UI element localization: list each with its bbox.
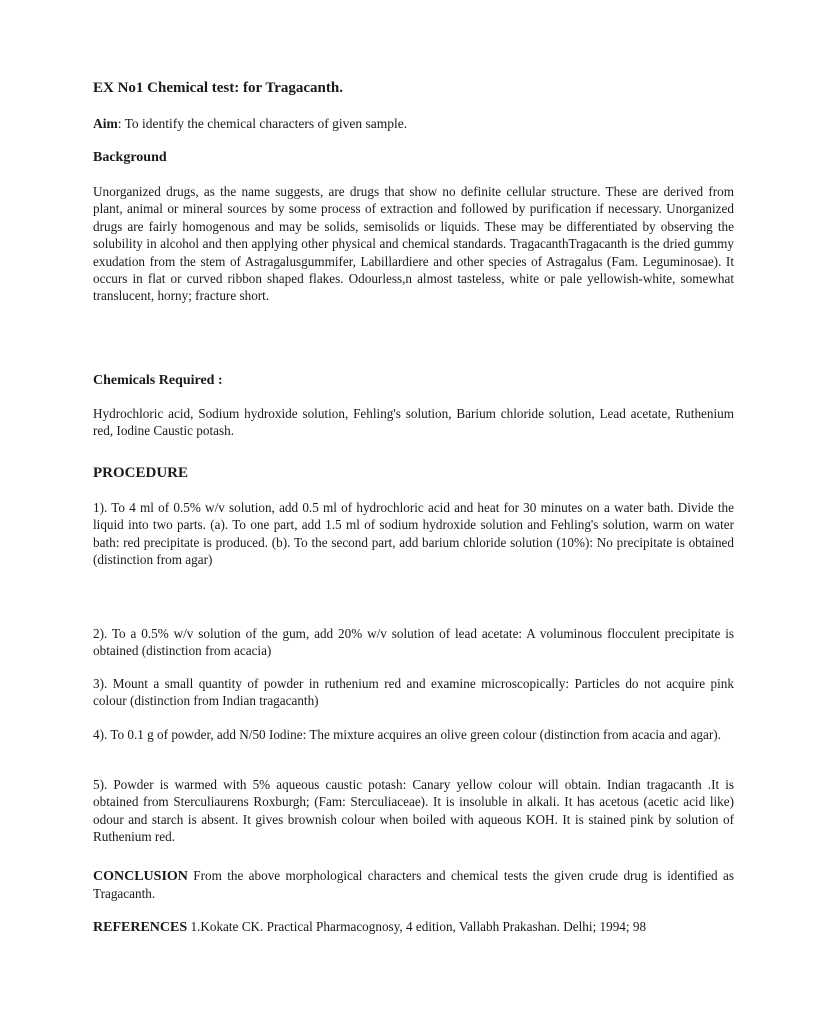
references-paragraph xyxy=(93,918,734,936)
background-heading: Background xyxy=(93,150,167,165)
conclusion-text: From the above morphological characters and chemical tests the given crude drug is identified as Tragacanth. xyxy=(93,868,734,902)
chemicals-heading: Chemicals Required : xyxy=(93,373,223,388)
procedure-step: 5). Powder is warmed with 5% aqueous caustic potash: Canary yellow colour will obtain. Indian tragacanth .It is obtained from Sterculiaurens Roxburgh; (Fam: Sterculiaceae). It is insoluble in alkali. It has acetous (acetic acid like) odour and starch is absent. It gives brownish colour when boiled with aqueous KOH. It is stained pink by solution of Ruthenium red. xyxy=(93,777,734,845)
procedure-step: 4). To 0.1 g of powder, add N/50 Iodine: The mixture acquires an olive green colour (distinction from acacia and agar). xyxy=(93,727,721,742)
page-title: EX No1 Chemical test: for Tragacanth. xyxy=(93,80,343,96)
procedure-step: 1). To 4 ml of 0.5% w/v solution, add 0.5 ml of hydrochloric acid and heat for 30 minutes on a water bath. Divide the liquid into two parts. (a). To one part, add 1.5 ml of sodium hydroxide solution and Fehling's solution, warm on water bath: red precipitate is produced. (b). To the second part, add barium chloride solution (10%): No precipitate is obtained (distinction from agar) xyxy=(93,500,734,568)
procedure-step: 2). To a 0.5% w/v solution of the gum, add 20% w/v solution of lead acetate: A voluminous flocculent precipitate is obtained (distinction from acacia) xyxy=(93,626,734,659)
procedure-step: 3). Mount a small quantity of powder in ruthenium red and examine microscopically: Particles do not acquire pink colour (distinction from Indian tragacanth) xyxy=(93,676,734,709)
background-paragraph: Unorganized drugs, as the name suggests, are drugs that show no definite cellular structure. These are derived from plant, animal or mineral sources by some process of extraction and followed by purification if necessary. Unorganized drugs are fairly homogenous and may be solids, semisolids or liquids. These may be differentiated by observing the solubility in alcohol and then applying other physical and chemical standards. TragacanthTragacanth is the dried gummy exudation from the stem of Astragalusgummifer, Labillardiere and other species of Astragalus (Fam. Leguminosae). It occurs in flat or curved ribbon shaped flakes. Odourless,n almost tasteless, white or pale yellowish-white, somewhat translucent, horny; fracture short. xyxy=(93,184,734,304)
conclusion-paragraph xyxy=(93,867,734,903)
conclusion-label: CONCLUSION xyxy=(93,869,188,884)
references-text: 1.Kokate CK. Practical Pharmacognosy, 4 edition, Vallabh Prakashan. Delhi; 1994; 98 xyxy=(187,919,647,934)
aim-line xyxy=(93,116,734,132)
aim-label: Aim xyxy=(93,116,118,131)
chemicals-paragraph: Hydrochloric acid, Sodium hydroxide solution, Fehling's solution, Barium chloride solution, Lead acetate, Ruthenium red, Iodine Caustic potash. xyxy=(93,406,734,439)
procedure-heading: PROCEDURE xyxy=(93,465,189,481)
aim-text: : To identify the chemical characters of given sample. xyxy=(117,116,408,131)
references-label: REFERENCES xyxy=(93,920,188,935)
